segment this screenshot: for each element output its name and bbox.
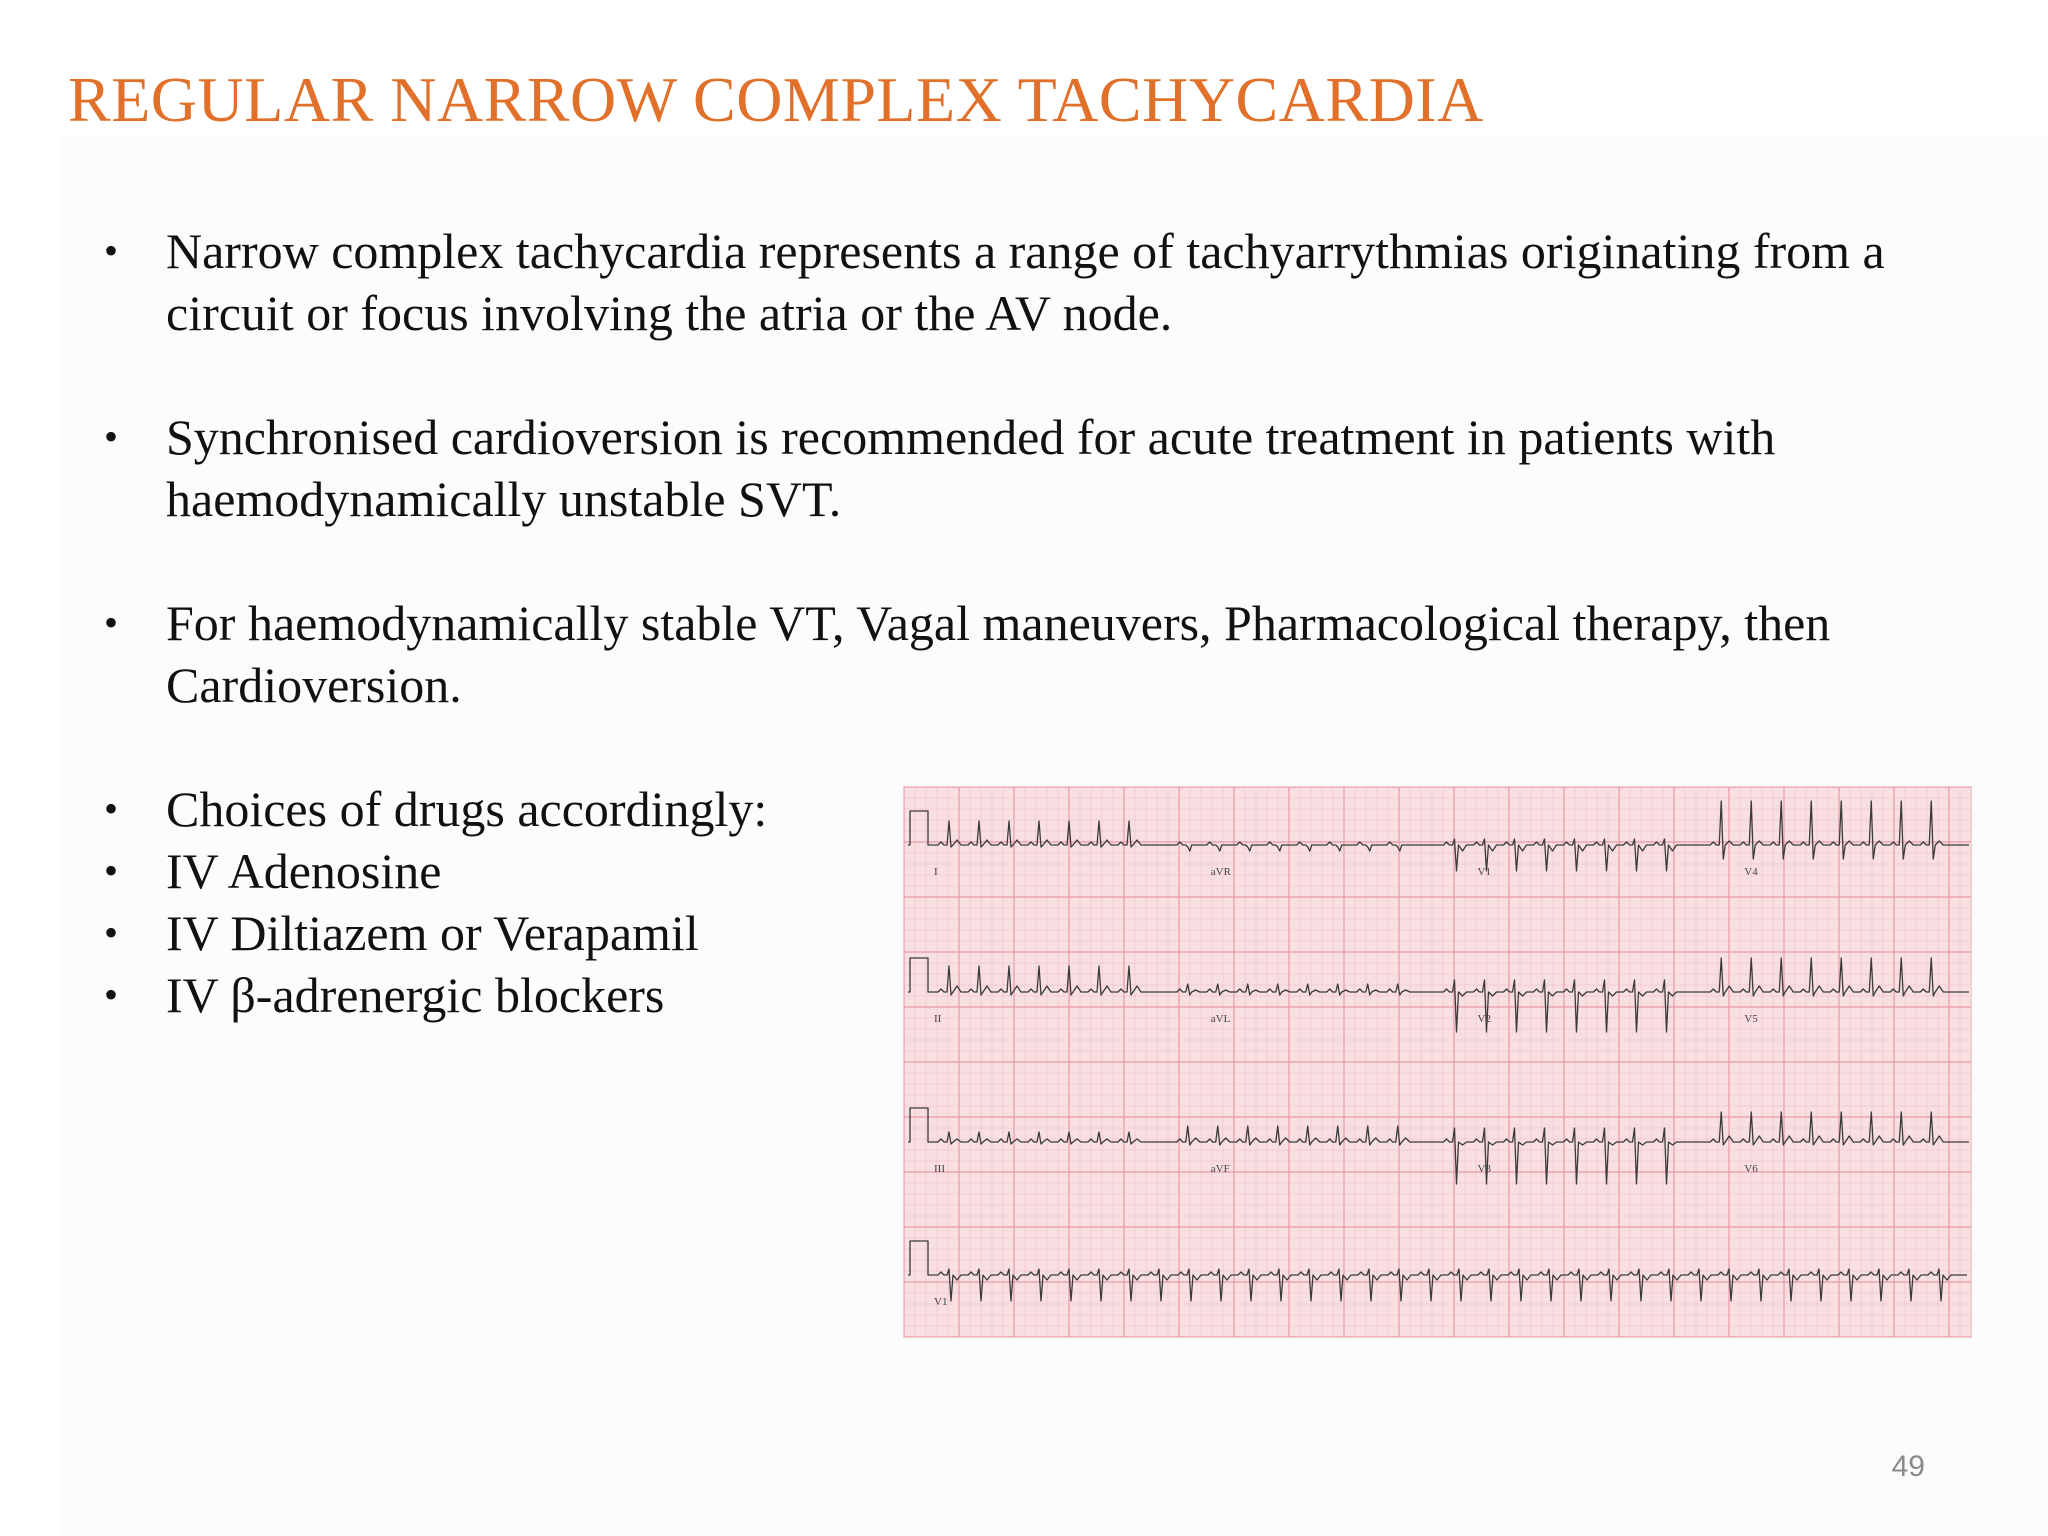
ecg-lead-labels: [934, 866, 1758, 1308]
bullet-text: Narrow complex tachycardia represents a range of tachyarrythmias originating from a circuit or focus involving the atria or the AV node.: [166, 223, 1885, 341]
bullet-text: Synchronised cardioversion is recommended for acute treatment in patients with haemodynamically unstable SVT.: [166, 409, 1776, 527]
ecg-lead-label: V3: [1477, 1163, 1491, 1175]
page-number: 49: [1891, 1450, 1925, 1483]
bullet-text: IV β-adrenergic blockers: [166, 967, 665, 1023]
ecg-lead-label: V1: [934, 1296, 948, 1308]
ecg-trace-row: [908, 801, 1969, 871]
ecg-lead-label: aVR: [1210, 866, 1231, 878]
bullet-icon: •: [104, 910, 119, 955]
bullet-item: [100, 902, 926, 964]
ecg-lead-label: V4: [1744, 866, 1758, 878]
bullet-item: [100, 592, 2000, 716]
bullet-item: [100, 778, 926, 840]
ecg-image: [903, 786, 1972, 1338]
bullet-item: [100, 964, 926, 1026]
ecg-lead-label: V1: [1477, 866, 1491, 878]
ecg-strip: [904, 787, 1971, 1337]
bullet-item: [100, 840, 926, 902]
ecg-lead-label: II: [934, 1013, 942, 1025]
slide-title: REGULAR NARROW COMPLEX TACHYCARDIA: [68, 64, 1484, 135]
ecg-grid: [904, 787, 1971, 1337]
bullet-icon: •: [104, 600, 119, 645]
ecg-lead-label: III: [934, 1163, 945, 1175]
ecg-trace-row: [908, 958, 1969, 1032]
bullet-text: For haemodynamically stable VT, Vagal maneuvers, Pharmacological therapy, then Cardioversion.: [166, 595, 1831, 713]
bullet-item: [100, 406, 2000, 530]
bullet-text: Choices of drugs accordingly:: [166, 781, 768, 837]
bullet-item: [100, 220, 2000, 344]
ecg-lead-label: I: [934, 866, 938, 878]
bullet-icon: •: [104, 972, 119, 1017]
ecg-lead-label: V6: [1744, 1163, 1758, 1175]
bullet-icon: •: [104, 786, 119, 831]
bullet-icon: •: [104, 228, 119, 273]
bullet-text: IV Adenosine: [166, 843, 442, 899]
ecg-lead-label: aVF: [1210, 1163, 1230, 1175]
ecg-lead-label: V5: [1744, 1013, 1758, 1025]
bullet-text: IV Diltiazem or Verapamil: [166, 905, 699, 961]
bullet-icon: •: [104, 848, 119, 893]
ecg-lead-label: aVL: [1210, 1013, 1231, 1025]
ecg-lead-label: V2: [1477, 1013, 1491, 1025]
bullet-icon: •: [104, 414, 119, 459]
